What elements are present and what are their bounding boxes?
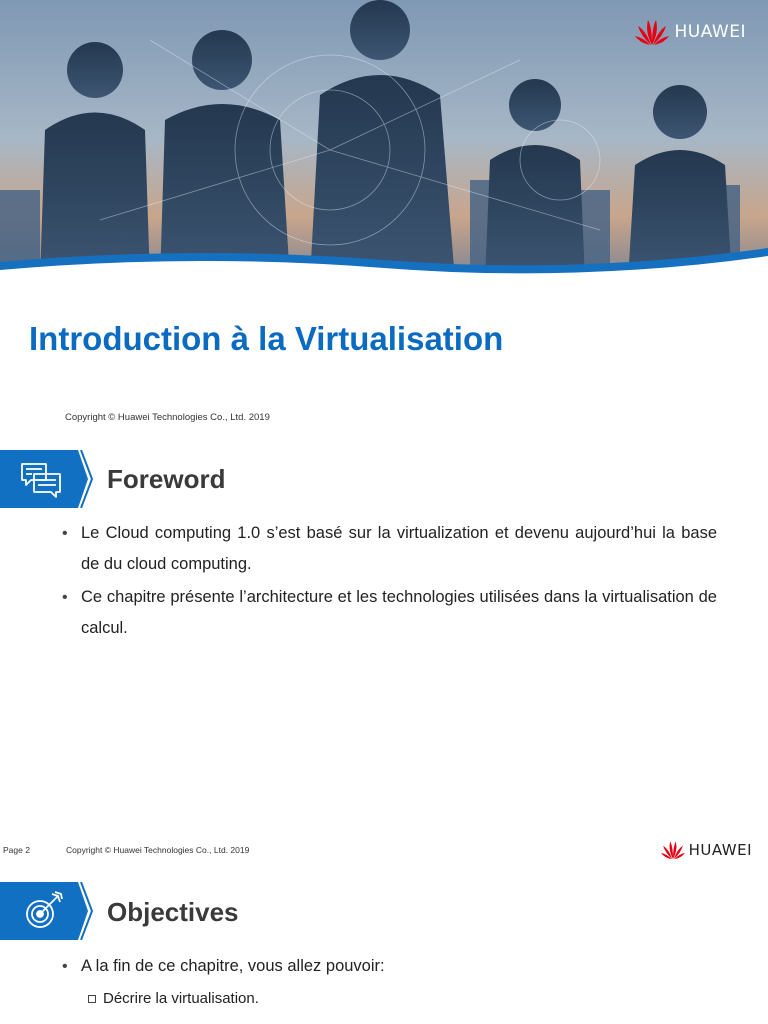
huawei-logo (635, 18, 747, 46)
section-icon-tab (0, 882, 96, 940)
hero-banner-image (0, 0, 768, 310)
page-number: Page 2 (3, 845, 30, 855)
foreword-slide (0, 440, 768, 864)
objectives-slide (0, 864, 768, 1024)
list-item: Décrire la virtualisation. (88, 985, 259, 1013)
huawei-petal-icon (661, 840, 685, 860)
section-title-foreword: Foreword (107, 464, 226, 494)
slide-footer (0, 840, 768, 864)
list-item: • A la fin de ce chapitre, vous allez pouvoir: (62, 957, 385, 975)
copyright-text: Copyright © Huawei Technologies Co., Ltd. 2019 (65, 412, 270, 423)
foreword-bullet-list (62, 518, 717, 646)
title-slide (0, 0, 768, 440)
section-title-objectives: Objectives (107, 897, 239, 927)
presentation-title: Introduction à la Virtualisation (29, 320, 504, 357)
objectives-sub-bullet-list (88, 985, 259, 1013)
huawei-wordmark: HUAWEI (674, 22, 746, 42)
list-item: • Le Cloud computing 1.0 s’est basé sur la virtualization et devenu aujourd’hui la base de du cloud computing. (62, 524, 717, 573)
huawei-logo-footer (661, 840, 752, 860)
huawei-wordmark: HUAWEI (688, 841, 752, 859)
footer-copyright: Copyright © Huawei Technologies Co., Ltd. 2019 (66, 845, 250, 855)
huawei-petal-icon (635, 18, 669, 46)
list-item: • Ce chapitre présente l’architecture et les technologies utilisées dans la virtualisation de calcul. (62, 588, 717, 637)
section-icon-tab (0, 450, 96, 508)
objectives-bullet-list (62, 951, 717, 984)
